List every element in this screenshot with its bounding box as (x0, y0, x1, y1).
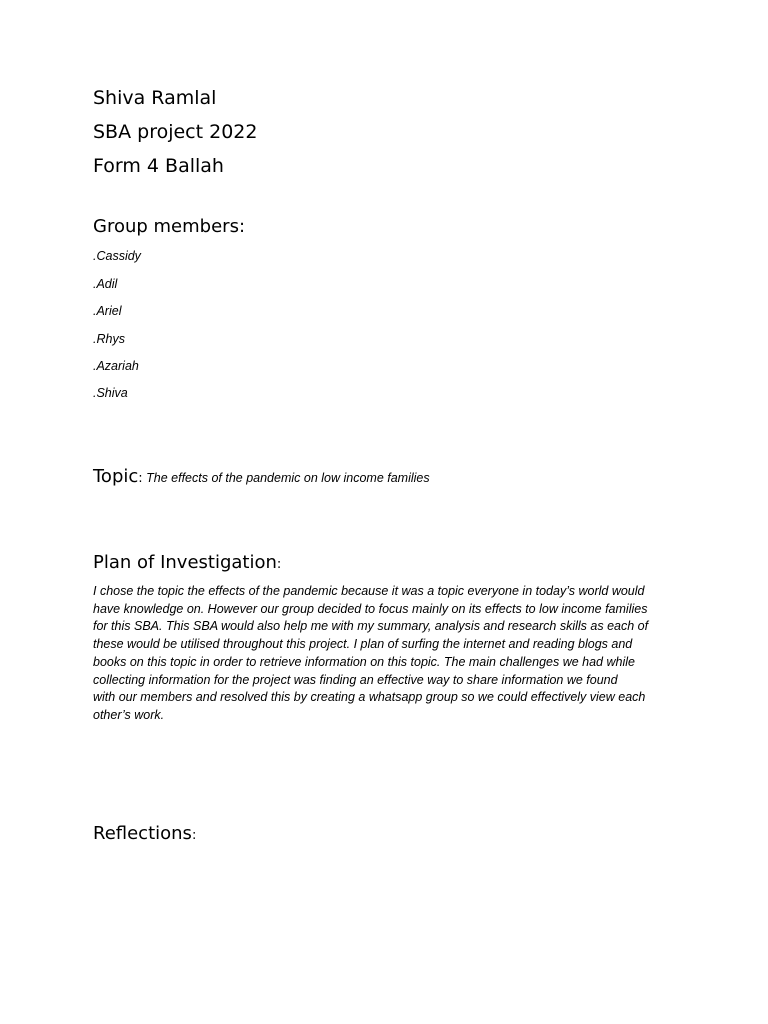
reflections-heading (93, 823, 196, 847)
reflections-heading-colon: : (191, 828, 197, 843)
group-member-item: .Azariah (93, 359, 139, 373)
plan-paragraph (93, 583, 683, 725)
class-form: Form 4 Ballah (93, 155, 224, 177)
paragraph-line: other’s work. (93, 707, 165, 722)
topic-line (93, 466, 430, 490)
topic-colon: : (138, 471, 143, 486)
topic-label: Topic (93, 466, 139, 487)
group-member-item: .Cassidy (93, 249, 141, 263)
plan-heading-label: Plan of Investigation (93, 552, 277, 573)
paragraph-line: for this SBA. This SBA would also help me with my summary, analysis and research skills as each of (93, 619, 649, 634)
topic-text: The effects of the pandemic on low income families (142, 471, 430, 485)
paragraph-line: have knowledge on. However our group decided to focus mainly on its effects to low income families (93, 601, 648, 616)
student-name: Shiva Ramlal (93, 87, 217, 109)
plan-heading-colon: : (276, 557, 282, 572)
project-title: SBA project 2022 (93, 121, 258, 143)
group-members-heading: Group members: (93, 216, 246, 237)
paragraph-line: books on this topic in order to retrieve information on this topic. The main challenges we had while (93, 654, 635, 669)
group-member-item: .Ariel (93, 304, 122, 318)
paragraph-line: I chose the topic the effects of the pandemic because it was a topic everyone in today’s world would (93, 584, 645, 598)
group-member-item: .Adil (93, 277, 118, 291)
plan-of-investigation-heading (93, 552, 281, 576)
group-member-item: .Shiva (93, 386, 128, 400)
paragraph-line: these would be utilised throughout this project. I plan of surfing the internet and reading blogs and (93, 637, 633, 652)
paragraph-line: collecting information for the project was finding an effective way to share information we found (93, 672, 618, 687)
paragraph-line: with our members and resolved this by creating a whatsapp group so we could effectively view each (93, 690, 646, 705)
group-member-item: .Rhys (93, 332, 125, 346)
reflections-heading-label: Reflections (93, 823, 192, 844)
